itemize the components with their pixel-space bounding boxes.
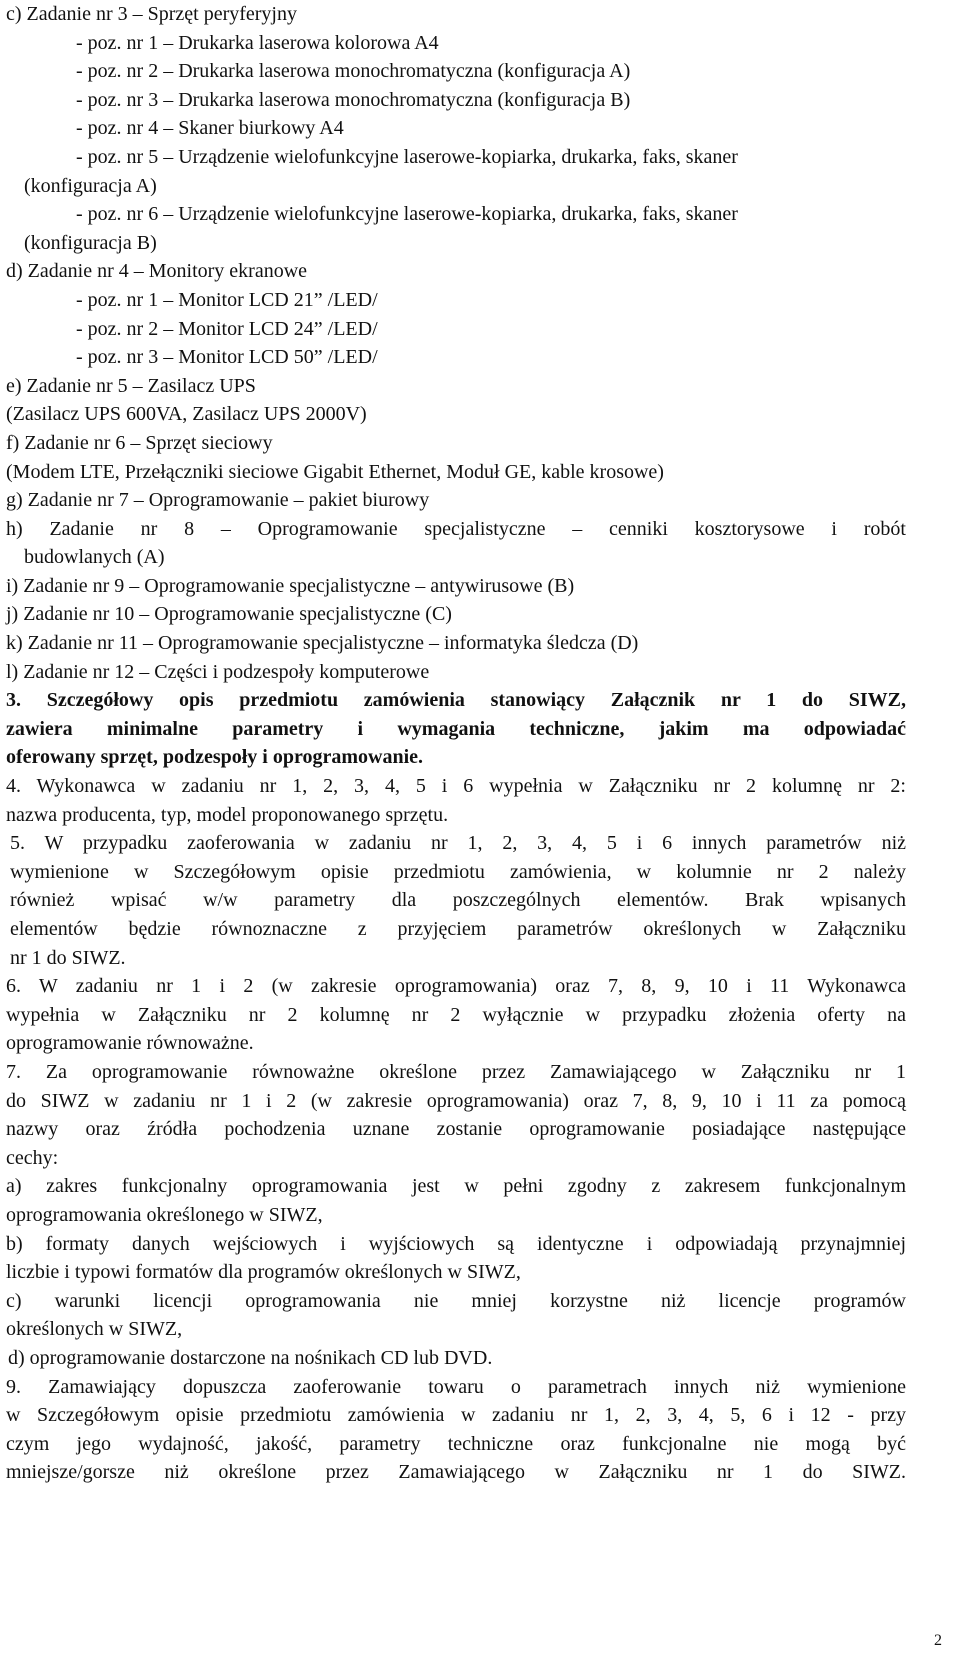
document-line: 3. Szczegółowy opis przedmiotu zamówienia stanowiący Załącznik nr 1 do SIWZ, [6,689,906,712]
document-line: oferowany sprzęt, podzespoły i oprogramowanie. [6,746,424,769]
document-line: elementów będzie równoznaczne z przyjęciem parametrów określonych w Załączniku [10,918,906,940]
document-line: l) Zadanie nr 12 – Części i podzespoły komputerowe [6,660,430,683]
document-line: c) Zadanie nr 3 – Sprzęt peryferyjny [6,3,297,25]
document-line: (Modem LTE, Przełączniki sieciowe Gigabit Ethernet, Moduł GE, kable krosowe) [6,460,664,483]
document-line: nr 1 do SIWZ. [10,946,126,969]
document-line: zawiera minimalne parametry i wymagania techniczne, jakim ma odpowiadać [6,717,906,740]
document-line: wypełnia w Załączniku nr 2 kolumnę nr 2 wyłącznie w przypadku złożenia oferty na [6,1003,906,1026]
document-line: g) Zadanie nr 7 – Oprogramowanie – pakiet biurowy [6,489,430,512]
document-line: - poz. nr 4 – Skaner biurkowy A4 [76,117,344,140]
document-line: - poz. nr 3 – Drukarka laserowa monochromatyczna (konfiguracja B) [76,88,631,111]
document-line: a) zakres funkcjonalny oprogramowania jest w pełni zgodny z zakresem funkcjonalnym [6,1175,906,1198]
document-line: f) Zadanie nr 6 – Sprzęt sieciowy [6,431,273,454]
document-line: - poz. nr 2 – Monitor LCD 24” /LED/ [76,317,378,340]
document-line: do SIWZ w zadaniu nr 1 i 2 (w zakresie oprogramowania) oraz 7, 8, 9, 10 i 11 za pomocą [6,1089,906,1112]
document-line: cechy: [6,1146,59,1169]
document-line: 5. W przypadku zaoferowania w zadaniu nr 1, 2, 3, 4, 5 i 6 innych parametrów niż [10,832,906,855]
document-line: (konfiguracja A) [24,174,157,197]
document-line: d) oprogramowanie dostarczone na nośnikach CD lub DVD. [8,1346,493,1369]
document-line: - poz. nr 1 – Monitor LCD 21” /LED/ [76,288,378,311]
document-line: czym jego wydajność, jakość, parametry techniczne oraz funkcjonalne nie mogą być [6,1432,906,1455]
document-line: h) Zadanie nr 8 – Oprogramowanie specjalistyczne – cenniki kosztorysowe i robót [6,517,906,540]
document-line: c) warunki licencji oprogramowania nie mniej korzystne niż licencje programów [6,1289,906,1312]
document-line: - poz. nr 1 – Drukarka laserowa kolorowa A4 [76,31,439,54]
document-line: j) Zadanie nr 10 – Oprogramowanie specjalistyczne (C) [6,603,452,626]
document-line: 6. W zadaniu nr 1 i 2 (w zakresie oprogramowania) oraz 7, 8, 9, 10 i 11 Wykonawca [6,975,906,998]
document-line: również wpisać w/w parametry dla poszczególnych elementów. Brak wpisanych [10,889,906,912]
document-line: budowlanych (A) [24,546,165,569]
document-line: - poz. nr 3 – Monitor LCD 50” /LED/ [76,346,378,369]
page-number: 2 [934,1632,942,1649]
document-line: nazwa producenta, typ, model proponowanego sprzętu. [6,803,449,826]
document-line: d) Zadanie nr 4 – Monitory ekranowe [6,260,308,283]
document-line: liczbie i typowi formatów dla programów określonych w SIWZ, [6,1261,521,1284]
document-line: (Zasilacz UPS 600VA, Zasilacz UPS 2000V) [6,403,367,426]
document-line: 7. Za oprogramowanie równoważne określone przez Zamawiającego w Załączniku nr 1 [6,1060,906,1083]
document-line: określonych w SIWZ, [6,1318,183,1341]
document-line: nazwy oraz źródła pochodzenia uznane zostanie oprogramowanie posiadające następujące [6,1118,906,1141]
document-line: 9. Zamawiający dopuszcza zaoferowanie towaru o parametrach innych niż wymienione [6,1375,906,1398]
document-line: 4. Wykonawca w zadaniu nr 1, 2, 3, 4, 5 i 6 wypełnia w Załączniku nr 2 kolumnę nr 2: [6,775,906,798]
document-line: i) Zadanie nr 9 – Oprogramowanie specjalistyczne – antywirusowe (B) [6,574,575,597]
document-line: - poz. nr 5 – Urządzenie wielofunkcyjne laserowe-kopiarka, drukarka, faks, skaner [76,145,738,168]
document-line: e) Zadanie nr 5 – Zasilacz UPS [6,374,256,397]
document-line: mniejsze/gorsze niż określone przez Zamawiającego w Załączniku nr 1 do SIWZ. [6,1461,906,1484]
document-line: b) formaty danych wejściowych i wyjściowych są identyczne i odpowiadają przynajmniej [6,1232,906,1255]
document-line: k) Zadanie nr 11 – Oprogramowanie specjalistyczne – informatyka śledcza (D) [6,632,639,655]
document-line: (konfiguracja B) [24,231,157,254]
document-line: - poz. nr 2 – Drukarka laserowa monochromatyczna (konfiguracja A) [76,60,631,83]
document-line: oprogramowania określonego w SIWZ, [6,1203,323,1226]
document-line: w Szczegółowym opisie przedmiotu zamówienia w zadaniu nr 1, 2, 3, 4, 5, 6 i 12 - przy [6,1404,906,1427]
document-line: wymienione w Szczegółowym opisie przedmiotu zamówienia, w kolumnie nr 2 należy [10,860,906,883]
document-line: - poz. nr 6 – Urządzenie wielofunkcyjne laserowe-kopiarka, drukarka, faks, skaner [76,203,738,226]
document-line: oprogramowanie równoważne. [6,1032,254,1055]
document-page [6,0,906,1487]
